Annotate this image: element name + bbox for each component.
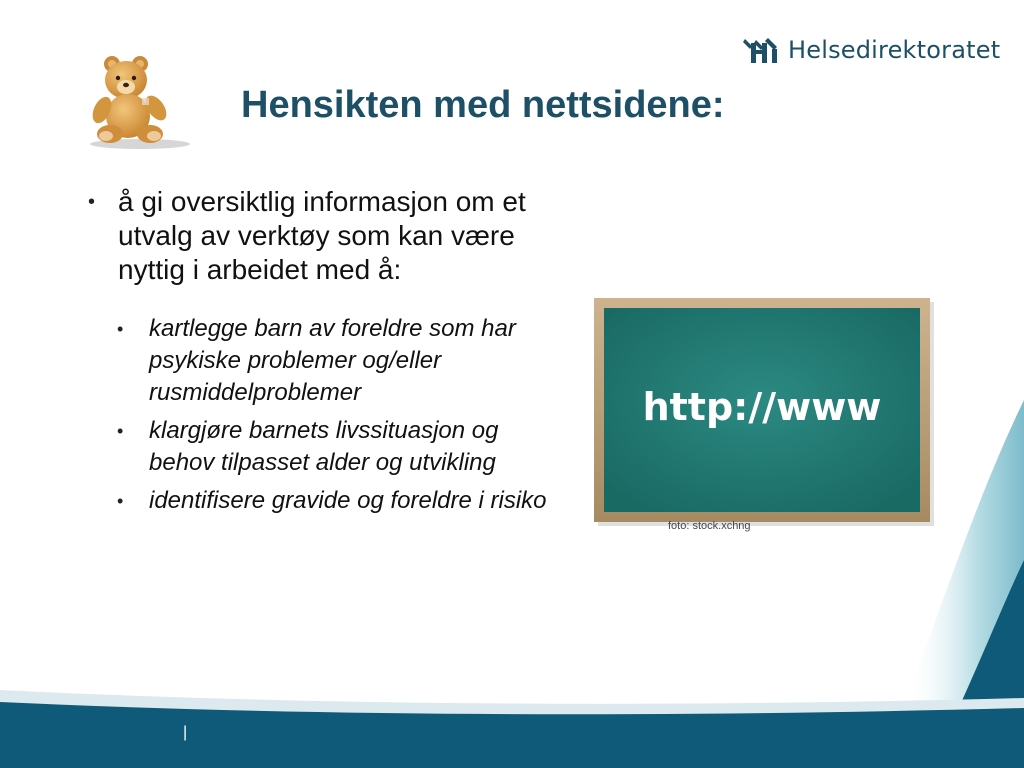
helsedirektoratet-logo-icon xyxy=(742,34,780,66)
sub-bullet-item: • klargjøre barnets livssituasjon og behov tilpasset alder og utvikling xyxy=(86,415,556,479)
logo-text: Helsedirektoratet xyxy=(788,36,1001,64)
sub-bullet-list xyxy=(86,313,556,517)
slide-title: Hensikten med nettsidene: xyxy=(241,84,725,126)
chalkboard-text: http://www xyxy=(642,385,882,429)
footer-marker: | xyxy=(183,724,188,741)
helsedirektoratet-logo xyxy=(742,34,1000,66)
main-bullet: • å gi oversiktlig informasjon om et utvalg av verktøy som kan være nyttig i arbeidet med å: xyxy=(86,185,556,287)
bullet-content xyxy=(86,185,556,523)
photo-caption: foto: stock.xchng xyxy=(668,520,751,532)
sub-bullet-item: • identifisere gravide og foreldre i risiko xyxy=(86,485,556,517)
teddy-bear-image xyxy=(78,54,198,150)
chalkboard-photo xyxy=(590,292,936,528)
sub-bullet-item: • kartlegge barn av foreldre som har psykiske problemer og/eller rusmiddelproblemer xyxy=(86,313,556,409)
